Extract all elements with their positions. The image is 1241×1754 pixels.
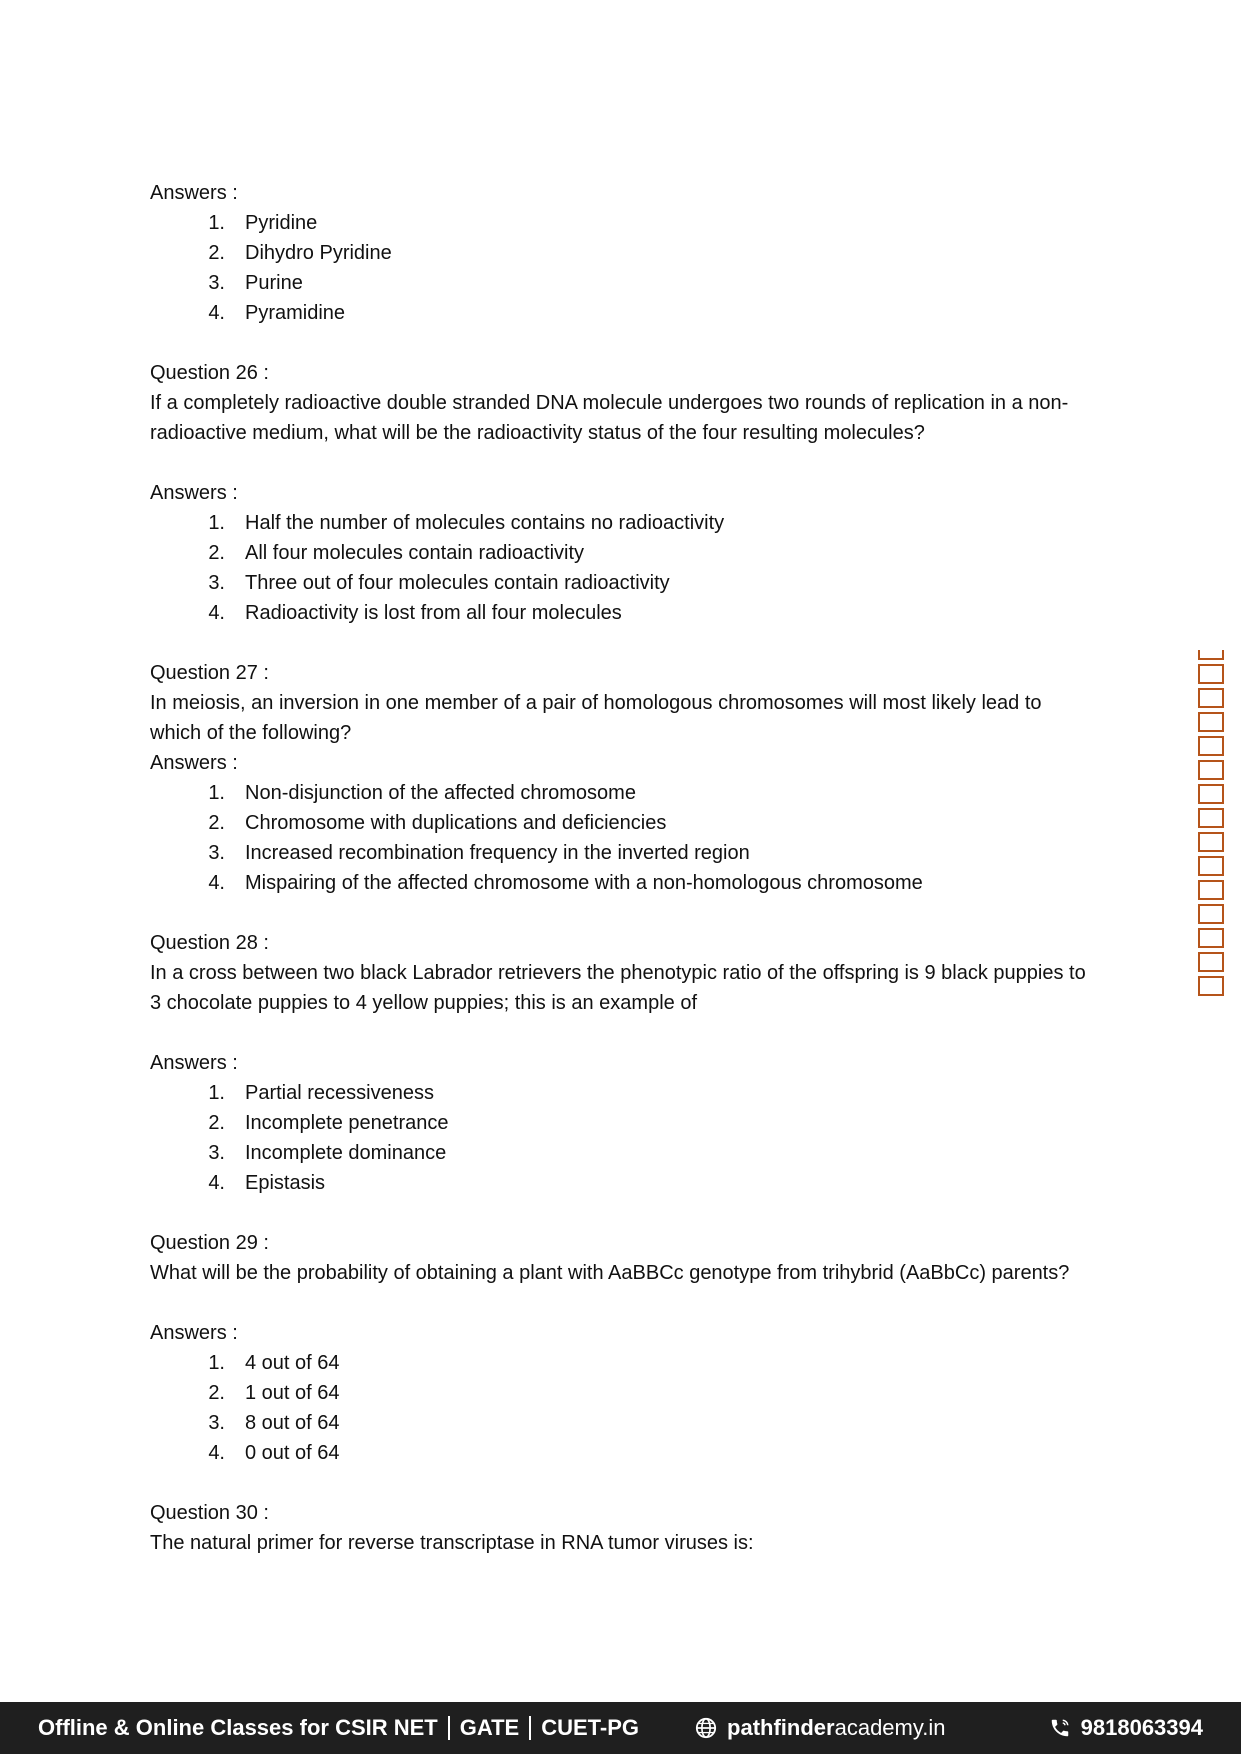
sidebar-box: [1198, 664, 1224, 684]
answer-item: [150, 1348, 1090, 1378]
answer-number: 1.: [208, 212, 225, 234]
answer-number: 3.: [208, 842, 225, 864]
answer-number: 3.: [208, 1142, 225, 1164]
footer-banner: [0, 1702, 1241, 1754]
answer-number: 2.: [208, 242, 225, 264]
question-label: Question 28 :: [150, 932, 269, 954]
answer-number: 1.: [208, 512, 225, 534]
sidebar-box: [1198, 928, 1224, 948]
answer-item: [150, 778, 1090, 808]
phone-icon: [1049, 1717, 1071, 1739]
footer-phone[interactable]: [1049, 1715, 1203, 1741]
answer-item: [150, 1408, 1090, 1438]
sidebar-box: [1198, 650, 1224, 660]
answer-text: Half the number of molecules contains no radioactivity: [245, 512, 725, 534]
answer-text: Mispairing of the affected chromosome with a non-homologous chromosome: [245, 872, 923, 894]
answer-number: 3.: [208, 272, 225, 294]
footer-phone-number: 9818063394: [1080, 1715, 1203, 1740]
question-label: Question 30 :: [150, 1502, 269, 1524]
answers-label: Answers :: [150, 482, 238, 504]
answer-text: Partial recessiveness: [245, 1082, 434, 1104]
sidebar-box: [1198, 832, 1224, 852]
answer-number: 3.: [208, 572, 225, 594]
answer-item: [150, 1108, 1090, 1138]
answer-item: [150, 538, 1090, 568]
answer-item: [150, 808, 1090, 838]
question-label: Question 29 :: [150, 1232, 269, 1254]
sidebar-box: [1198, 952, 1224, 972]
answer-item: [150, 1078, 1090, 1108]
answer-text: Increased recombination frequency in the inverted region: [245, 842, 750, 864]
sidebar-box: [1198, 808, 1224, 828]
answer-item: [150, 508, 1090, 538]
globe-icon: [695, 1717, 717, 1739]
answer-number: 1.: [208, 782, 225, 804]
answer-text: Pyridine: [245, 212, 318, 234]
answer-item: [150, 838, 1090, 868]
sidebar-box: [1198, 712, 1224, 732]
answer-list: [150, 778, 1090, 898]
answer-number: 3.: [208, 1412, 225, 1434]
answer-number: 1.: [208, 1352, 225, 1374]
answers-label: Answers :: [150, 1052, 238, 1074]
footer-gate-text: GATE: [459, 1715, 520, 1740]
answer-number: 4.: [208, 302, 225, 324]
answer-text: Incomplete penetrance: [245, 1112, 449, 1134]
answer-item: [150, 1168, 1090, 1198]
sidebar-box: [1198, 760, 1224, 780]
question-text: If a completely radioactive double stranded DNA molecule undergoes two rounds of replication in a non-radioactive medium, what will be the radioactivity status of the four resulting molecules?: [150, 392, 1069, 444]
answer-text: Epistasis: [245, 1172, 326, 1194]
answer-number: 2.: [208, 1112, 225, 1134]
sidebar-box: [1198, 784, 1224, 804]
footer-cuet-text: CUET-PG: [541, 1715, 640, 1740]
sidebar-box: [1198, 880, 1224, 900]
answer-number: 2.: [208, 812, 225, 834]
answer-number: 2.: [208, 1382, 225, 1404]
answer-text: 1 out of 64: [245, 1382, 340, 1404]
answers-label: Answers :: [150, 182, 238, 204]
question-text: In a cross between two black Labrador retrievers the phenotypic ratio of the offspring is 9 black puppies to 3 chocolate puppies to 4 yellow puppies; this is an example of: [150, 962, 1086, 1014]
answer-text: Pyramidine: [245, 302, 346, 324]
answer-text: 8 out of 64: [245, 1412, 340, 1434]
footer-site-bold: pathfinder: [727, 1715, 835, 1740]
question-label: Question 27 :: [150, 662, 269, 684]
answers-label: Answers :: [150, 1322, 238, 1344]
answer-text: Purine: [245, 272, 303, 294]
question-text: In meiosis, an inversion in one member of a pair of homologous chromosomes will most likely lead to which of the following?: [150, 692, 1042, 744]
sidebar-box: [1198, 856, 1224, 876]
answer-item: [150, 868, 1090, 898]
answer-item: [150, 208, 1090, 238]
answer-list: [150, 1348, 1090, 1468]
sidebar-box: [1198, 736, 1224, 756]
answer-item: [150, 1138, 1090, 1168]
answer-text: Non-disjunction of the affected chromosome: [245, 782, 636, 804]
sidebar-box: [1198, 688, 1224, 708]
answer-number: 4.: [208, 602, 225, 624]
answer-item: [150, 298, 1090, 328]
footer-site-light: academy.in: [834, 1715, 946, 1740]
answer-text: Three out of four molecules contain radioactivity: [245, 572, 670, 594]
answers-label: Answers :: [150, 752, 238, 774]
answer-list: [150, 208, 1090, 328]
answer-number: 4.: [208, 872, 225, 894]
answer-number: 1.: [208, 1082, 225, 1104]
footer-classes-text: Offline & Online Classes for CSIR NET: [38, 1715, 438, 1740]
answer-item: [150, 568, 1090, 598]
answer-text: Radioactivity is lost from all four molecules: [245, 602, 622, 624]
answer-text: 0 out of 64: [245, 1442, 340, 1464]
answer-item: [150, 268, 1090, 298]
answer-number: 2.: [208, 542, 225, 564]
side-watermark: [1193, 650, 1229, 996]
answer-text: All four molecules contain radioactivity: [245, 542, 585, 564]
answer-number: 4.: [208, 1172, 225, 1194]
document-body: [150, 178, 1090, 1558]
answer-item: [150, 1438, 1090, 1468]
answer-list: [150, 508, 1090, 628]
answer-item: [150, 238, 1090, 268]
footer-tagline: [38, 1715, 639, 1741]
question-label: Question 26 :: [150, 362, 269, 384]
answer-item: [150, 598, 1090, 628]
sidebar-box: [1198, 976, 1224, 996]
answer-text: 4 out of 64: [245, 1352, 340, 1374]
question-text: What will be the probability of obtaining a plant with AaBBCc genotype from trihybrid (AaBbCc) parents?: [150, 1262, 1070, 1284]
footer-website[interactable]: [695, 1715, 945, 1741]
sidebar-box: [1198, 904, 1224, 924]
footer-separator: [529, 1716, 531, 1740]
answer-list: [150, 1078, 1090, 1198]
answer-number: 4.: [208, 1442, 225, 1464]
answer-item: [150, 1378, 1090, 1408]
answer-text: Incomplete dominance: [245, 1142, 447, 1164]
answer-text: Chromosome with duplications and deficiencies: [245, 812, 667, 834]
answer-text: Dihydro Pyridine: [245, 242, 392, 264]
question-text: The natural primer for reverse transcriptase in RNA tumor viruses is:: [150, 1532, 754, 1554]
footer-separator: [448, 1716, 450, 1740]
